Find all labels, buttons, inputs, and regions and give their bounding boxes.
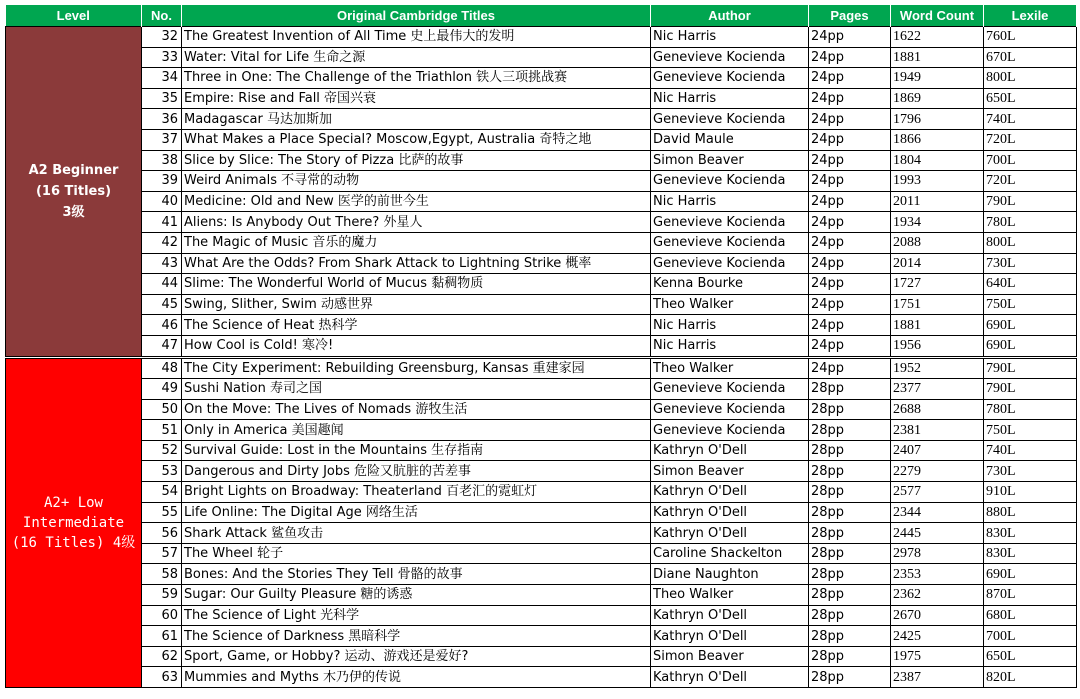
book-lexile: 750L: [984, 420, 1077, 441]
book-word-count: 1952: [891, 357, 984, 379]
book-author: Kathryn O'Dell: [651, 502, 809, 523]
table-row: [6, 171, 1077, 192]
book-word-count: 1975: [891, 646, 984, 667]
book-lexile: 670L: [984, 47, 1077, 68]
book-lexile: 790L: [984, 357, 1077, 379]
book-author: Genevieve Kocienda: [651, 212, 809, 233]
table-row: [6, 335, 1077, 357]
book-author: Theo Walker: [651, 294, 809, 315]
book-pages: 24pp: [809, 335, 891, 357]
book-author: Genevieve Kocienda: [651, 171, 809, 192]
book-lexile: 760L: [984, 27, 1077, 48]
book-word-count: 2978: [891, 543, 984, 564]
book-number: 34: [142, 68, 182, 89]
book-number: 33: [142, 47, 182, 68]
book-author: Genevieve Kocienda: [651, 253, 809, 274]
book-author: Nic Harris: [651, 335, 809, 357]
header-pages: Pages: [809, 5, 891, 27]
header-author: Author: [651, 5, 809, 27]
book-number: 52: [142, 440, 182, 461]
book-lexile: 830L: [984, 523, 1077, 544]
book-lexile: 790L: [984, 379, 1077, 400]
book-lexile: 680L: [984, 605, 1077, 626]
book-author: Nic Harris: [651, 27, 809, 48]
book-pages: 28pp: [809, 420, 891, 441]
book-lexile: 700L: [984, 626, 1077, 647]
book-word-count: 2381: [891, 420, 984, 441]
book-title: Medicine: Old and New 医学的前世今生: [182, 191, 651, 212]
book-lexile: 640L: [984, 274, 1077, 295]
book-pages: 28pp: [809, 461, 891, 482]
book-number: 63: [142, 667, 182, 688]
book-lexile: 820L: [984, 667, 1077, 688]
book-pages: 24pp: [809, 232, 891, 253]
book-word-count: 2279: [891, 461, 984, 482]
book-title: Weird Animals 不寻常的动物: [182, 171, 651, 192]
book-word-count: 1934: [891, 212, 984, 233]
book-word-count: 2670: [891, 605, 984, 626]
table-row: [6, 399, 1077, 420]
header-row: [6, 5, 1077, 27]
book-author: Simon Beaver: [651, 646, 809, 667]
table-row: [6, 191, 1077, 212]
book-title: Dangerous and Dirty Jobs 危险又肮脏的苦差事: [182, 461, 651, 482]
table-row: [6, 543, 1077, 564]
book-title: Slime: The Wonderful World of Mucus 黏稠物质: [182, 274, 651, 295]
book-pages: 24pp: [809, 212, 891, 233]
book-lexile: 690L: [984, 315, 1077, 336]
book-word-count: 2088: [891, 232, 984, 253]
book-word-count: 2387: [891, 667, 984, 688]
book-title: Bright Lights on Broadway: Theaterland 百老汇的霓虹灯: [182, 482, 651, 503]
book-pages: 28pp: [809, 667, 891, 688]
table-row: [6, 461, 1077, 482]
book-word-count: 1622: [891, 27, 984, 48]
book-lexile: 740L: [984, 440, 1077, 461]
book-title: Mummies and Myths 木乃伊的传说: [182, 667, 651, 688]
book-title: Swing, Slither, Swim 动感世界: [182, 294, 651, 315]
book-pages: 28pp: [809, 646, 891, 667]
book-author: Genevieve Kocienda: [651, 399, 809, 420]
book-title: The Science of Darkness 黑暗科学: [182, 626, 651, 647]
book-number: 56: [142, 523, 182, 544]
book-author: Theo Walker: [651, 585, 809, 606]
book-title: Three in One: The Challenge of the Triathlon 铁人三项挑战赛: [182, 68, 651, 89]
book-author: Kathryn O'Dell: [651, 667, 809, 688]
book-pages: 24pp: [809, 253, 891, 274]
book-word-count: 1804: [891, 150, 984, 171]
book-author: Caroline Shackelton: [651, 543, 809, 564]
book-author: Diane Naughton: [651, 564, 809, 585]
book-lexile: 830L: [984, 543, 1077, 564]
book-pages: 28pp: [809, 523, 891, 544]
book-lexile: 910L: [984, 482, 1077, 503]
table-row: [6, 47, 1077, 68]
book-lexile: 790L: [984, 191, 1077, 212]
table-row: [6, 294, 1077, 315]
book-number: 45: [142, 294, 182, 315]
book-author: Nic Harris: [651, 191, 809, 212]
book-number: 41: [142, 212, 182, 233]
book-lexile: 720L: [984, 129, 1077, 150]
level-label-line: A2 Beginner: [28, 162, 119, 178]
table-row: [6, 27, 1077, 48]
book-author: Nic Harris: [651, 88, 809, 109]
table-row: [6, 420, 1077, 441]
book-pages: 28pp: [809, 564, 891, 585]
book-title: Sugar: Our Guilty Pleasure 糖的诱惑: [182, 585, 651, 606]
book-author: Kathryn O'Dell: [651, 440, 809, 461]
table-row: [6, 667, 1077, 688]
book-word-count: 1881: [891, 47, 984, 68]
level-label-line: (16 Titles): [35, 183, 112, 199]
book-lexile: 880L: [984, 502, 1077, 523]
book-author: David Maule: [651, 129, 809, 150]
book-title: What Makes a Place Special? Moscow,Egypt, Australia 奇特之地: [182, 129, 651, 150]
book-pages: 24pp: [809, 68, 891, 89]
table-row: [6, 88, 1077, 109]
table-row: [6, 482, 1077, 503]
table-row: [6, 502, 1077, 523]
header-word-count: Word Count: [891, 5, 984, 27]
book-lexile: 690L: [984, 335, 1077, 357]
book-pages: 24pp: [809, 294, 891, 315]
book-author: Kenna Bourke: [651, 274, 809, 295]
book-number: 55: [142, 502, 182, 523]
book-number: 35: [142, 88, 182, 109]
book-number: 37: [142, 129, 182, 150]
book-lexile: 750L: [984, 294, 1077, 315]
book-number: 43: [142, 253, 182, 274]
book-pages: 24pp: [809, 191, 891, 212]
book-number: 44: [142, 274, 182, 295]
table-row: [6, 129, 1077, 150]
book-pages: 24pp: [809, 150, 891, 171]
book-number: 61: [142, 626, 182, 647]
book-author: Genevieve Kocienda: [651, 420, 809, 441]
book-title: Sport, Game, or Hobby? 运动、游戏还是爱好?: [182, 646, 651, 667]
book-word-count: 1956: [891, 335, 984, 357]
book-title: Water: Vital for Life 生命之源: [182, 47, 651, 68]
header-lexile: Lexile: [984, 5, 1077, 27]
titles-table: [5, 5, 1077, 688]
level-label-line: A2+ Low: [43, 494, 103, 511]
book-author: Kathryn O'Dell: [651, 626, 809, 647]
book-author: Nic Harris: [651, 315, 809, 336]
book-word-count: 2362: [891, 585, 984, 606]
book-word-count: 2407: [891, 440, 984, 461]
level-cell: [6, 27, 142, 358]
book-title: Only in America 美国趣闻: [182, 420, 651, 441]
book-pages: 28pp: [809, 605, 891, 626]
book-pages: 28pp: [809, 502, 891, 523]
book-pages: 24pp: [809, 47, 891, 68]
book-title: On the Move: The Lives of Nomads 游牧生活: [182, 399, 651, 420]
book-number: 42: [142, 232, 182, 253]
book-lexile: 800L: [984, 232, 1077, 253]
book-lexile: 740L: [984, 109, 1077, 130]
book-title: Madagascar 马达加斯加: [182, 109, 651, 130]
book-number: 39: [142, 171, 182, 192]
table-row: [6, 379, 1077, 400]
level-cell: [6, 357, 142, 688]
table-row: [6, 315, 1077, 336]
book-pages: 24pp: [809, 315, 891, 336]
book-lexile: 730L: [984, 461, 1077, 482]
book-lexile: 690L: [984, 564, 1077, 585]
book-word-count: 1866: [891, 129, 984, 150]
book-title: The Magic of Music 音乐的魔力: [182, 232, 651, 253]
book-author: Simon Beaver: [651, 461, 809, 482]
book-number: 38: [142, 150, 182, 171]
table-row: [6, 109, 1077, 130]
book-title: Bones: And the Stories They Tell 骨骼的故事: [182, 564, 651, 585]
book-number: 57: [142, 543, 182, 564]
book-lexile: 780L: [984, 212, 1077, 233]
book-number: 40: [142, 191, 182, 212]
table-row: [6, 274, 1077, 295]
book-lexile: 870L: [984, 585, 1077, 606]
book-word-count: 2011: [891, 191, 984, 212]
book-title: The Science of Heat 热科学: [182, 315, 651, 336]
book-title: The Wheel 轮子: [182, 543, 651, 564]
book-number: 32: [142, 27, 182, 48]
header-no: No.: [142, 5, 182, 27]
table-row: [6, 440, 1077, 461]
book-title: Slice by Slice: The Story of Pizza 比萨的故事: [182, 150, 651, 171]
book-author: Theo Walker: [651, 357, 809, 379]
book-lexile: 780L: [984, 399, 1077, 420]
level-label-line: (16 Titles) 4级: [11, 534, 136, 551]
book-number: 59: [142, 585, 182, 606]
book-number: 60: [142, 605, 182, 626]
book-lexile: 800L: [984, 68, 1077, 89]
book-lexile: 650L: [984, 88, 1077, 109]
book-title: The Science of Light 光科学: [182, 605, 651, 626]
table-row: [6, 605, 1077, 626]
book-pages: 28pp: [809, 626, 891, 647]
book-author: Genevieve Kocienda: [651, 47, 809, 68]
book-author: Kathryn O'Dell: [651, 605, 809, 626]
book-author: Genevieve Kocienda: [651, 109, 809, 130]
table-row: [6, 357, 1077, 379]
book-number: 53: [142, 461, 182, 482]
table-row: [6, 212, 1077, 233]
book-number: 46: [142, 315, 182, 336]
book-number: 47: [142, 335, 182, 357]
table-row: [6, 585, 1077, 606]
level-label-line: 3级: [62, 204, 85, 220]
book-pages: 28pp: [809, 440, 891, 461]
table-row: [6, 523, 1077, 544]
book-title: Life Online: The Digital Age 网络生活: [182, 502, 651, 523]
book-pages: 28pp: [809, 379, 891, 400]
book-author: Kathryn O'Dell: [651, 482, 809, 503]
book-lexile: 720L: [984, 171, 1077, 192]
book-author: Simon Beaver: [651, 150, 809, 171]
book-title: Empire: Rise and Fall 帝国兴衰: [182, 88, 651, 109]
table-row: [6, 232, 1077, 253]
book-pages: 24pp: [809, 171, 891, 192]
book-number: 54: [142, 482, 182, 503]
book-pages: 24pp: [809, 274, 891, 295]
book-lexile: 730L: [984, 253, 1077, 274]
book-title: Aliens: Is Anybody Out There? 外星人: [182, 212, 651, 233]
book-pages: 24pp: [809, 109, 891, 130]
book-word-count: 2353: [891, 564, 984, 585]
book-pages: 28pp: [809, 399, 891, 420]
book-word-count: 2577: [891, 482, 984, 503]
table-row: [6, 626, 1077, 647]
book-word-count: 1869: [891, 88, 984, 109]
book-title: How Cool is Cold! 寒冷!: [182, 335, 651, 357]
table-row: [6, 68, 1077, 89]
table-row: [6, 564, 1077, 585]
book-number: 62: [142, 646, 182, 667]
book-author: Genevieve Kocienda: [651, 379, 809, 400]
book-word-count: 2344: [891, 502, 984, 523]
book-word-count: 1751: [891, 294, 984, 315]
book-number: 51: [142, 420, 182, 441]
book-pages: 28pp: [809, 482, 891, 503]
book-lexile: 650L: [984, 646, 1077, 667]
header-level: Level: [6, 5, 142, 27]
book-number: 50: [142, 399, 182, 420]
header-title: Original Cambridge Titles: [182, 5, 651, 27]
title-list-page: [5, 5, 1076, 688]
book-title: Shark Attack 鲨鱼攻击: [182, 523, 651, 544]
book-word-count: 1881: [891, 315, 984, 336]
book-pages: 28pp: [809, 543, 891, 564]
book-word-count: 2688: [891, 399, 984, 420]
book-number: 36: [142, 109, 182, 130]
book-word-count: 2445: [891, 523, 984, 544]
book-author: Genevieve Kocienda: [651, 68, 809, 89]
book-title: The City Experiment: Rebuilding Greensburg, Kansas 重建家园: [182, 357, 651, 379]
level-label-line: Intermediate: [22, 514, 125, 531]
book-word-count: 2014: [891, 253, 984, 274]
table-row: [6, 253, 1077, 274]
book-word-count: 1993: [891, 171, 984, 192]
book-pages: 28pp: [809, 585, 891, 606]
book-word-count: 1949: [891, 68, 984, 89]
book-pages: 24pp: [809, 129, 891, 150]
book-author: Kathryn O'Dell: [651, 523, 809, 544]
book-number: 48: [142, 357, 182, 379]
table-row: [6, 150, 1077, 171]
book-number: 49: [142, 379, 182, 400]
book-title: Survival Guide: Lost in the Mountains 生存指南: [182, 440, 651, 461]
book-number: 58: [142, 564, 182, 585]
book-pages: 24pp: [809, 27, 891, 48]
book-title: What Are the Odds? From Shark Attack to Lightning Strike 概率: [182, 253, 651, 274]
book-lexile: 700L: [984, 150, 1077, 171]
book-author: Genevieve Kocienda: [651, 232, 809, 253]
table-body: [6, 27, 1077, 688]
book-pages: 24pp: [809, 88, 891, 109]
book-title: The Greatest Invention of All Time 史上最伟大的发明: [182, 27, 651, 48]
book-pages: 24pp: [809, 357, 891, 379]
book-word-count: 2425: [891, 626, 984, 647]
book-word-count: 2377: [891, 379, 984, 400]
book-title: Sushi Nation 寿司之国: [182, 379, 651, 400]
book-word-count: 1796: [891, 109, 984, 130]
table-row: [6, 646, 1077, 667]
book-word-count: 1727: [891, 274, 984, 295]
